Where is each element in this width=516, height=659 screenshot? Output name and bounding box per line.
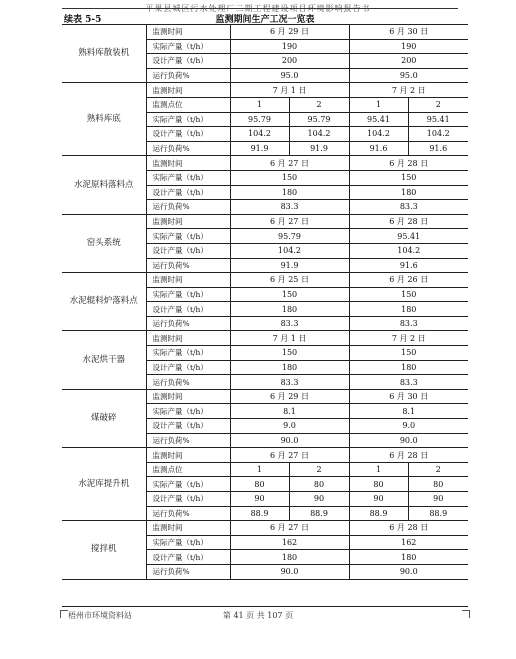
value-cell: 150 <box>230 170 349 185</box>
value-cell: 80 <box>230 477 289 492</box>
date-cell: 6 月 29 日 <box>230 389 349 404</box>
value-cell: 9.0 <box>349 419 468 434</box>
row-label: 实际产量（t/h） <box>146 39 230 54</box>
location-cell: 水泥库提升机 <box>62 448 146 521</box>
footer-organization: 梧州市环境资料站 <box>68 611 132 620</box>
row-label: 实际产量（t/h） <box>146 112 230 127</box>
value-cell: 150 <box>349 170 468 185</box>
table-row <box>62 273 468 288</box>
row-label: 监测点位 <box>146 462 230 477</box>
value-cell: 180 <box>349 185 468 200</box>
value-cell: 150 <box>349 346 468 361</box>
value-cell: 162 <box>349 535 468 550</box>
row-label: 设计产量（t/h） <box>146 54 230 69</box>
value-cell: 88.9 <box>349 506 408 521</box>
date-cell: 6 月 27 日 <box>230 448 349 463</box>
date-cell: 6 月 30 日 <box>349 25 468 40</box>
row-label: 运行负荷% <box>146 316 230 331</box>
value-cell: 90.0 <box>230 433 349 448</box>
row-label: 设计产量（t/h） <box>146 185 230 200</box>
table-row <box>62 521 468 536</box>
value-cell: 90.0 <box>230 564 349 579</box>
date-cell: 6 月 28 日 <box>349 521 468 536</box>
row-label: 监测时间 <box>146 389 230 404</box>
value-cell: 180 <box>349 550 468 565</box>
value-cell: 88.9 <box>289 506 349 521</box>
value-cell: 91.6 <box>349 258 468 273</box>
page-number: 第 41 页 共 107 页 <box>222 611 294 620</box>
value-cell: 95.41 <box>349 229 468 244</box>
row-label: 设计产量（t/h） <box>146 492 230 507</box>
value-cell: 95.79 <box>230 112 289 127</box>
date-cell: 6 月 28 日 <box>349 214 468 229</box>
location-cell: 熟料库底 <box>62 83 146 156</box>
header-rule <box>62 8 458 9</box>
row-label: 实际产量（t/h） <box>146 170 230 185</box>
value-cell: 83.3 <box>349 375 468 390</box>
table-row <box>62 389 468 404</box>
table-row <box>62 214 468 229</box>
value-cell: 104.2 <box>408 127 468 142</box>
location-cell: 熟料库散装机 <box>62 25 146 83</box>
value-cell: 150 <box>349 287 468 302</box>
value-cell: 104.2 <box>230 243 349 258</box>
value-cell: 180 <box>349 302 468 317</box>
table-number: 续表 5-5 <box>64 15 102 25</box>
location-cell: 搅拌机 <box>62 521 146 579</box>
row-label: 设计产量（t/h） <box>146 302 230 317</box>
point-cell: 2 <box>289 97 349 112</box>
value-cell: 88.9 <box>230 506 289 521</box>
value-cell: 91.9 <box>230 141 289 156</box>
point-cell: 2 <box>408 97 468 112</box>
row-label: 监测时间 <box>146 448 230 463</box>
value-cell: 104.2 <box>289 127 349 142</box>
value-cell: 80 <box>408 477 468 492</box>
table-row <box>62 331 468 346</box>
value-cell: 150 <box>230 346 349 361</box>
row-label: 监测时间 <box>146 156 230 171</box>
value-cell: 83.3 <box>349 200 468 215</box>
value-cell: 180 <box>230 550 349 565</box>
row-label: 运行负荷% <box>146 141 230 156</box>
point-cell: 2 <box>289 462 349 477</box>
row-label: 设计产量（t/h） <box>146 419 230 434</box>
date-cell: 6 月 25 日 <box>230 273 349 288</box>
row-label: 实际产量（t/h） <box>146 287 230 302</box>
footer-rule <box>62 606 468 607</box>
table-row <box>62 156 468 171</box>
value-cell: 180 <box>349 360 468 375</box>
value-cell: 95.41 <box>349 112 408 127</box>
row-label: 运行负荷% <box>146 258 230 273</box>
date-cell: 6 月 28 日 <box>349 448 468 463</box>
table-title: 监测期间生产工况一览表 <box>215 15 315 25</box>
value-cell: 90 <box>289 492 349 507</box>
production-conditions-table <box>62 24 468 580</box>
value-cell: 104.2 <box>230 127 289 142</box>
value-cell: 91.6 <box>349 141 408 156</box>
value-cell: 150 <box>230 287 349 302</box>
row-label: 实际产量（t/h） <box>146 535 230 550</box>
point-cell: 2 <box>408 462 468 477</box>
value-cell: 88.9 <box>408 506 468 521</box>
row-label: 实际产量（t/h） <box>146 229 230 244</box>
date-cell: 6 月 27 日 <box>230 521 349 536</box>
value-cell: 104.2 <box>349 243 468 258</box>
date-cell: 7 月 1 日 <box>230 83 349 98</box>
row-label: 监测时间 <box>146 25 230 40</box>
row-label: 监测时间 <box>146 331 230 346</box>
value-cell: 91.9 <box>289 141 349 156</box>
value-cell: 190 <box>230 39 349 54</box>
row-label: 实际产量（t/h） <box>146 404 230 419</box>
location-cell: 窑头系统 <box>62 214 146 272</box>
value-cell: 8.1 <box>349 404 468 419</box>
table-row <box>62 448 468 463</box>
value-cell: 90 <box>230 492 289 507</box>
value-cell: 80 <box>349 477 408 492</box>
row-label: 运行负荷% <box>146 375 230 390</box>
value-cell: 83.3 <box>349 316 468 331</box>
location-cell: 水泥烘干器 <box>62 331 146 389</box>
value-cell: 180 <box>230 360 349 375</box>
row-label: 运行负荷% <box>146 506 230 521</box>
value-cell: 104.2 <box>349 127 408 142</box>
value-cell: 95.0 <box>230 68 349 83</box>
value-cell: 80 <box>289 477 349 492</box>
row-label: 设计产量（t/h） <box>146 127 230 142</box>
row-label: 设计产量（t/h） <box>146 550 230 565</box>
value-cell: 95.79 <box>230 229 349 244</box>
row-label: 运行负荷% <box>146 433 230 448</box>
value-cell: 90.0 <box>349 433 468 448</box>
date-cell: 7 月 2 日 <box>349 331 468 346</box>
value-cell: 91.9 <box>230 258 349 273</box>
date-cell: 7 月 1 日 <box>230 331 349 346</box>
point-cell: 1 <box>349 97 408 112</box>
value-cell: 200 <box>349 54 468 69</box>
date-cell: 7 月 2 日 <box>349 83 468 98</box>
point-cell: 1 <box>230 97 289 112</box>
value-cell: 95.41 <box>408 112 468 127</box>
row-label: 监测时间 <box>146 273 230 288</box>
date-cell: 6 月 28 日 <box>349 156 468 171</box>
running-header: 平果县城区污水处理厂二期工程建设项目环境影响报告书 <box>145 4 371 13</box>
row-label: 监测时间 <box>146 83 230 98</box>
value-cell: 180 <box>230 302 349 317</box>
row-label: 运行负荷% <box>146 200 230 215</box>
value-cell: 95.79 <box>289 112 349 127</box>
value-cell: 9.0 <box>230 419 349 434</box>
date-cell: 6 月 29 日 <box>230 25 349 40</box>
value-cell: 8.1 <box>230 404 349 419</box>
location-cell: 水泥原料落料点 <box>62 156 146 214</box>
value-cell: 95.0 <box>349 68 468 83</box>
value-cell: 83.3 <box>230 200 349 215</box>
value-cell: 91.6 <box>408 141 468 156</box>
row-label: 监测点位 <box>146 97 230 112</box>
value-cell: 83.3 <box>230 316 349 331</box>
value-cell: 90 <box>349 492 408 507</box>
date-cell: 6 月 27 日 <box>230 156 349 171</box>
row-label: 设计产量（t/h） <box>146 360 230 375</box>
location-cell: 水泥辊料炉落料点 <box>62 273 146 331</box>
value-cell: 162 <box>230 535 349 550</box>
table-row <box>62 83 468 98</box>
row-label: 实际产量（t/h） <box>146 346 230 361</box>
point-cell: 1 <box>230 462 289 477</box>
point-cell: 1 <box>349 462 408 477</box>
row-label: 实际产量（t/h） <box>146 477 230 492</box>
date-cell: 6 月 26 日 <box>349 273 468 288</box>
value-cell: 190 <box>349 39 468 54</box>
date-cell: 6 月 27 日 <box>230 214 349 229</box>
value-cell: 180 <box>230 185 349 200</box>
row-label: 监测时间 <box>146 214 230 229</box>
row-label: 运行负荷% <box>146 68 230 83</box>
row-label: 运行负荷% <box>146 564 230 579</box>
location-cell: 煤破碎 <box>62 389 146 447</box>
value-cell: 83.3 <box>230 375 349 390</box>
row-label: 设计产量（t/h） <box>146 243 230 258</box>
date-cell: 6 月 30 日 <box>349 389 468 404</box>
table-caption <box>62 11 468 25</box>
table-row <box>62 25 468 40</box>
value-cell: 200 <box>230 54 349 69</box>
row-label: 监测时间 <box>146 521 230 536</box>
value-cell: 90 <box>408 492 468 507</box>
value-cell: 90.0 <box>349 564 468 579</box>
